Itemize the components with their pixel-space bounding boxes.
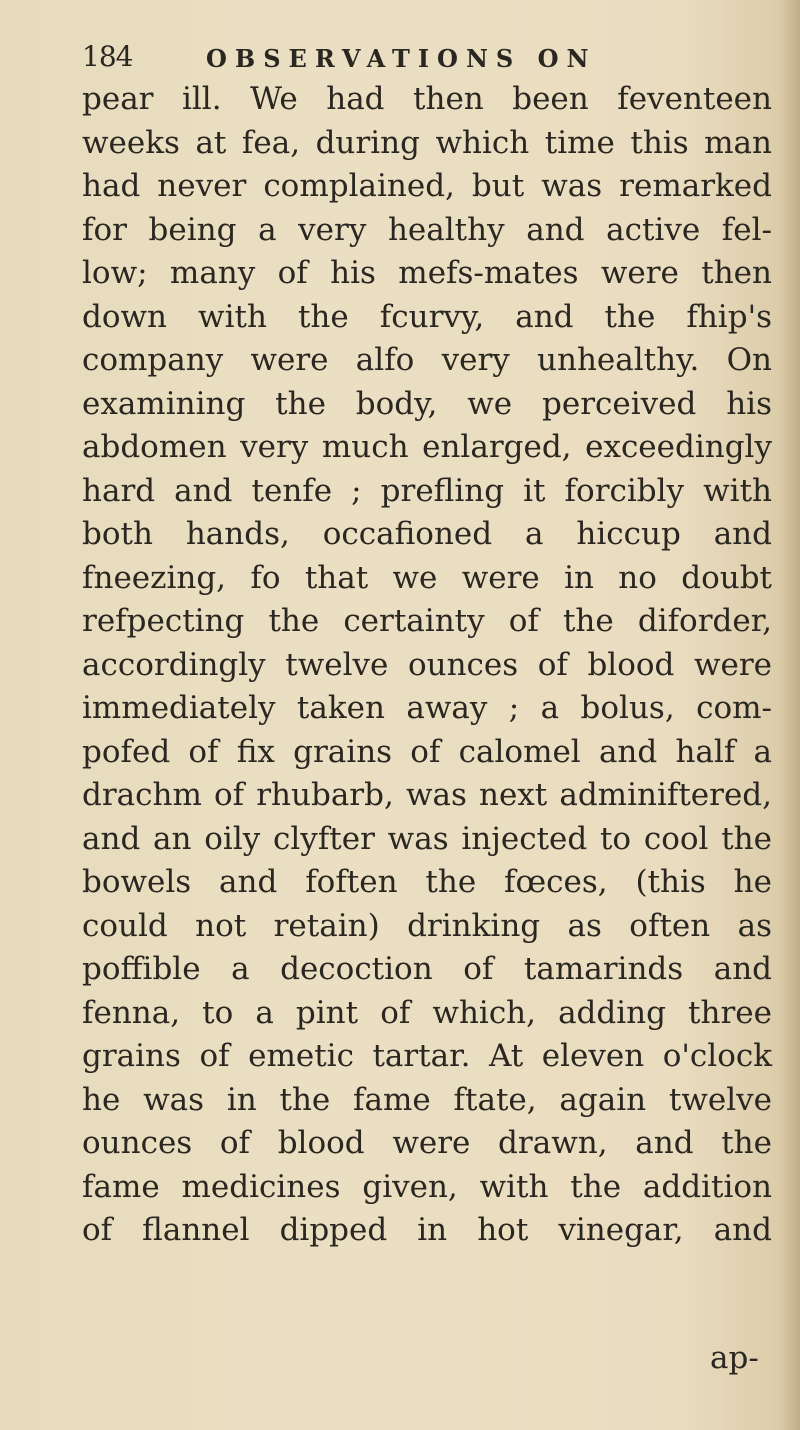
text-line: examining the body, we perceived his bbox=[82, 385, 772, 422]
text-line: fneezing, fo that we were in no doubt bbox=[82, 559, 772, 596]
text-line: ounces of blood were drawn, and the bbox=[82, 1125, 772, 1161]
catchword: ap- bbox=[710, 1340, 759, 1376]
text-line: immediately taken away ; a bolus, com- bbox=[82, 690, 772, 726]
page-edge-shadow bbox=[778, 0, 800, 1430]
body-text bbox=[82, 78, 772, 1253]
text-line: pofed of fix grains of calomel and half a bbox=[82, 733, 772, 770]
text-line: had never complained, but was remarked bbox=[82, 168, 772, 204]
text-line: low; many of his mefs-mates were then bbox=[82, 255, 772, 291]
text-line: drachm of rhubarb, was next adminiftered, bbox=[82, 777, 772, 813]
text-line: he was in the fame ftate, again twelve bbox=[82, 1081, 772, 1118]
text-line: down with the fcurvy, and the fhip's bbox=[82, 298, 772, 335]
text-line: fenna, to a pint of which, adding three bbox=[82, 994, 772, 1031]
text-line: and an oily clyfter was injected to cool the bbox=[82, 820, 772, 857]
page-header bbox=[82, 34, 762, 82]
text-line: bowels and foften the fœces, (this he bbox=[82, 864, 772, 900]
text-line: pear ill. We had then been feventeen bbox=[82, 81, 772, 117]
text-line: hard and tenfe ; prefling it forcibly with bbox=[82, 472, 772, 509]
text-line: poffible a decoction of tamarinds and bbox=[82, 951, 772, 987]
text-line: refpecting the certainty of the diforder, bbox=[82, 603, 772, 639]
running-head: OBSERVATIONS ON bbox=[206, 44, 597, 73]
text-line: of flannel dipped in hot vinegar, and bbox=[82, 1212, 772, 1248]
text-line: abdomen very much enlarged, exceedingly bbox=[82, 429, 772, 465]
text-line: grains of emetic tartar. At eleven o'clock bbox=[82, 1038, 772, 1074]
text-line: for being a very healthy and active fel- bbox=[82, 211, 772, 248]
text-line: could not retain) drinking as often as bbox=[82, 907, 772, 944]
page-number: 184 bbox=[82, 40, 133, 73]
text-line: weeks at fea, during which time this man bbox=[82, 124, 772, 161]
text-line: company were alfo very unhealthy. On bbox=[82, 342, 772, 378]
text-line: accordingly twelve ounces of blood were bbox=[82, 646, 772, 683]
text-line: fame medicines given, with the addition bbox=[82, 1168, 772, 1205]
text-line: both hands, occafioned a hiccup and bbox=[82, 516, 772, 552]
